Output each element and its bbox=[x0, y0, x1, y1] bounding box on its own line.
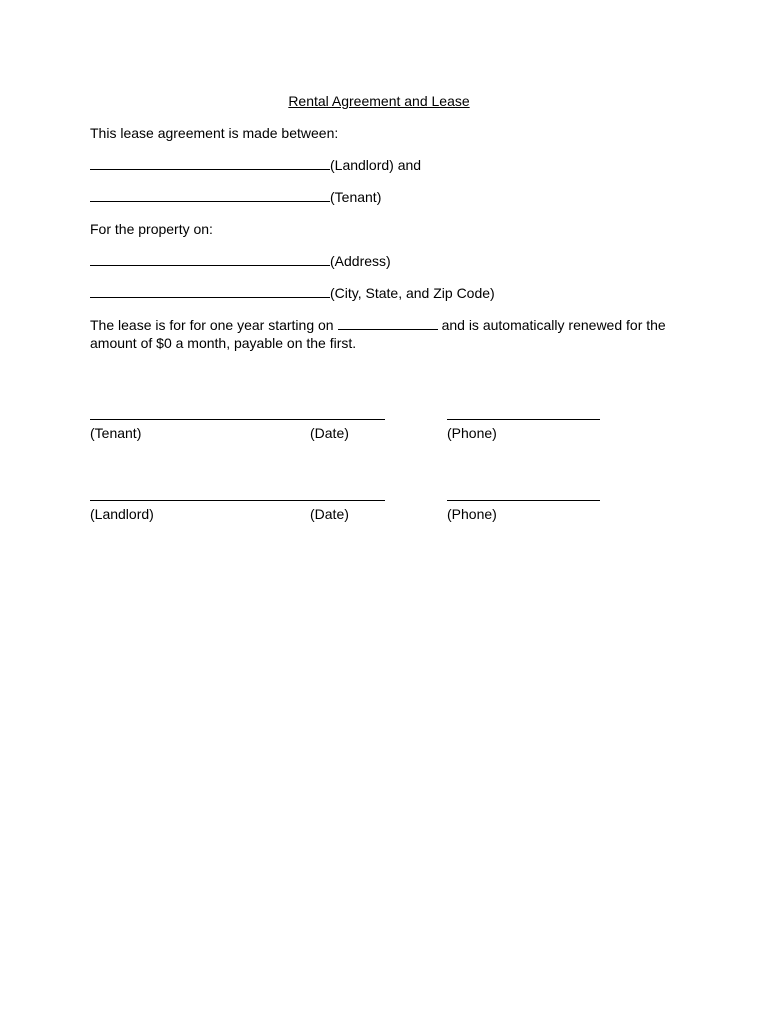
tenant-date-label: (Date) bbox=[310, 425, 349, 441]
intro-text: This lease agreement is made between: bbox=[90, 125, 339, 141]
landlord-phone-line[interactable] bbox=[447, 500, 600, 501]
tenant-field-label: (Tenant) bbox=[330, 189, 382, 205]
landlord-field-label: (Landlord) and bbox=[330, 157, 422, 173]
tenant-phone-label: (Phone) bbox=[447, 425, 497, 441]
address-field-line bbox=[90, 252, 668, 270]
landlord-field-line bbox=[90, 156, 668, 174]
lease-terms-text-after-2: amount of $0 a month, payable on the first. bbox=[90, 335, 357, 351]
document-title: Rental Agreement and Lease bbox=[288, 93, 470, 109]
landlord-date-label: (Date) bbox=[310, 506, 349, 522]
lease-terms-text-before: The lease is for for one year starting on bbox=[90, 317, 334, 333]
tenant-name-blank[interactable] bbox=[90, 201, 330, 202]
city-state-zip-field-line bbox=[90, 284, 668, 302]
landlord-phone-label: (Phone) bbox=[447, 506, 497, 522]
address-blank[interactable] bbox=[90, 265, 330, 266]
landlord-signature-row bbox=[90, 500, 668, 544]
tenant-signature-row bbox=[90, 419, 668, 463]
lease-terms-text-after-1: and is automatically renewed for the bbox=[441, 317, 666, 333]
property-intro-text: For the property on: bbox=[90, 221, 213, 237]
tenant-field-line bbox=[90, 188, 668, 206]
landlord-name-blank[interactable] bbox=[90, 169, 330, 170]
landlord-signature-date-line[interactable] bbox=[90, 500, 385, 501]
lease-terms-paragraph bbox=[90, 316, 668, 352]
city-state-zip-field-label: (City, State, and Zip Code) bbox=[330, 285, 495, 301]
document-content bbox=[90, 92, 668, 544]
tenant-signature-date-line[interactable] bbox=[90, 419, 385, 420]
landlord-signature-label: (Landlord) bbox=[90, 506, 154, 522]
address-field-label: (Address) bbox=[330, 253, 391, 269]
start-date-blank[interactable] bbox=[338, 329, 438, 330]
city-state-zip-blank[interactable] bbox=[90, 297, 330, 298]
tenant-phone-line[interactable] bbox=[447, 419, 600, 420]
tenant-signature-label: (Tenant) bbox=[90, 425, 142, 441]
